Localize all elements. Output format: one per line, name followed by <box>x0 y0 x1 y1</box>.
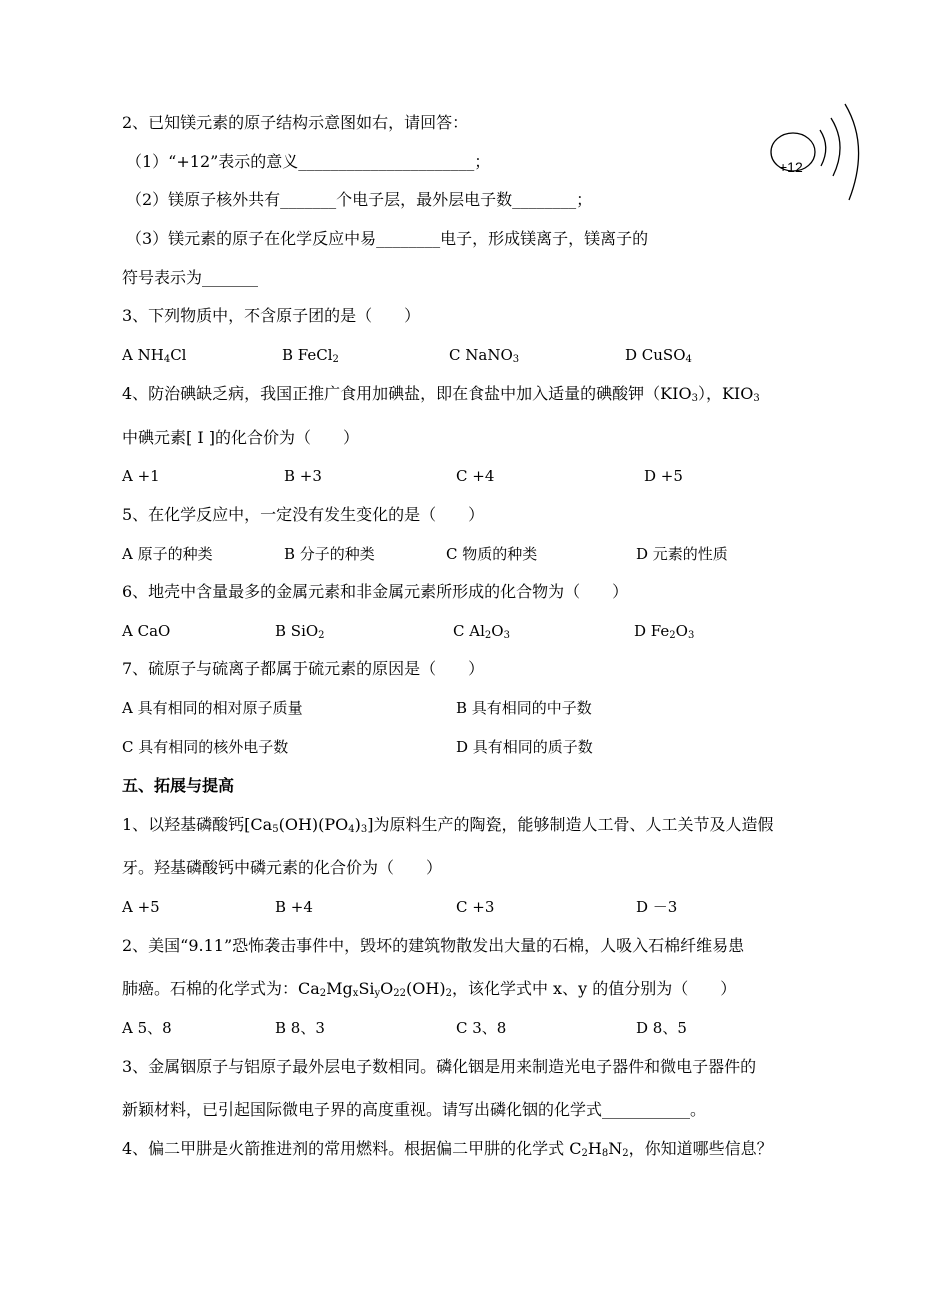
q4-title-cont: 中碘元素[ I ]的化合价为（ ） <box>122 428 359 447</box>
q3-option-a: A $NH_4Cl$ <box>122 346 187 365</box>
ext-q2-option-c: C 3、8 <box>456 1019 507 1037</box>
q6-option-b: B SiO$_2$ <box>275 622 325 641</box>
nucleus-charge-label: +12 <box>779 159 803 175</box>
q4-option-d: D +5 <box>644 467 683 485</box>
q7-option-d: D 具有相同的质子数 <box>456 738 593 756</box>
q5-option-c: C 物质的种类 <box>446 545 538 563</box>
q3-title: 3、下列物质中，不含原子团的是（ ） <box>122 306 421 325</box>
ext-q2-title-cont: 肺癌。石棉的化学式为：$Ca_2Mg_xSi_yO_{22}(OH)_2$，该化学式中 x、y 的值分别为（ ） <box>122 979 737 999</box>
q4-title: 4、防治碘缺乏病，我国正推广食用加碘盐，即在食盐中加入适量的碘酸钾$(KIO_3)$，$KIO_3$ <box>122 384 760 404</box>
q2-title: 2、已知镁元素的原子结构示意图如右，请回答： <box>122 113 469 132</box>
section-heading: 五、拓展与提高 <box>122 776 235 795</box>
ext-q2-option-a: A 5、8 <box>122 1019 172 1037</box>
ext-q3-title: 3、金属铟原子与铝原子最外层电子数相同。磷化铟是用来制造光电子器件和微电子器件的 <box>122 1057 757 1076</box>
q5-title: 5、在化学反应中，一定没有发生变化的是（ ） <box>122 505 485 524</box>
q5-option-d: D 元素的性质 <box>636 545 728 563</box>
q2-part3: （3）镁元素的原子在化学反应中易________电子，形成镁离子，镁离子的 <box>126 229 649 248</box>
electron-shell-2 <box>831 118 840 176</box>
ext-q3-title-cont: 新颖材料，已引起国际微电子界的高度重视。请写出磷化铟的化学式___________。 <box>122 1100 707 1119</box>
magnesium-atom-diagram <box>765 100 875 210</box>
q6-option-a: A CaO <box>122 622 171 640</box>
q4-option-b: B +3 <box>284 467 322 485</box>
q6-title: 6、地壳中含量最多的金属元素和非金属元素所形成的化合物为（ ） <box>122 582 629 601</box>
q3-option-c: C NaNO$_3$ <box>449 346 520 365</box>
q5-option-a: A 原子的种类 <box>122 545 213 563</box>
ext-q1-option-d: D －3 <box>636 898 678 916</box>
q7-option-a: A 具有相同的相对原子质量 <box>122 699 303 717</box>
ext-q1-option-a: A +5 <box>122 898 160 916</box>
electron-shell-1 <box>820 130 826 166</box>
electron-shell-3 <box>845 104 859 200</box>
ext-q1-option-c: C +3 <box>456 898 495 916</box>
q6-option-d: D $Fe_2O_3$ <box>634 622 695 641</box>
q4-option-c: C +4 <box>456 467 495 485</box>
q3-option-b: B FeCl$_2$ <box>282 346 339 365</box>
q2-part3-cont: 符号表示为_______ <box>122 268 259 287</box>
q6-option-c: C $Al_2O_3$ <box>453 622 510 641</box>
ext-q1-title-cont: 牙。羟基磷酸钙中磷元素的化合价为（ ） <box>122 858 443 877</box>
ext-q2-title: 2、美国“9.11”恐怖袭击事件中，毁坏的建筑物散发出大量的石棉，人吸入石棉纤维易患 <box>122 936 745 955</box>
q2-part2: （2）镁原子核外共有_______个电子层，最外层电子数________； <box>126 190 593 209</box>
q4-option-a: A +1 <box>122 467 160 485</box>
q7-option-c: C 具有相同的核外电子数 <box>122 738 289 756</box>
q5-option-b: B 分子的种类 <box>284 545 375 563</box>
ext-q1-title: 1、以羟基磷酸钙$[Ca_5(OH)(PO_4)_3]$为原料生产的陶瓷，能够制造人工骨、人工关节及人造假 <box>122 815 774 835</box>
ext-q4-title: 4、偏二甲肼是火箭推进剂的常用燃料。根据偏二甲肼的化学式 $C_2H_8N_2$，你知道哪些信息？ <box>122 1139 773 1159</box>
q7-option-b: B 具有相同的中子数 <box>456 699 592 717</box>
q7-title: 7、硫原子与硫离子都属于硫元素的原因是（ ） <box>122 659 485 678</box>
ext-q2-option-b: B 8、3 <box>275 1019 325 1037</box>
ext-q2-option-d: D 8、5 <box>636 1019 687 1037</box>
ext-q1-option-b: B +4 <box>275 898 313 916</box>
q2-part1: （1）“+12”表示的意义______________________； <box>126 152 491 171</box>
q3-option-d: D CuSO$_4$ <box>625 346 692 365</box>
